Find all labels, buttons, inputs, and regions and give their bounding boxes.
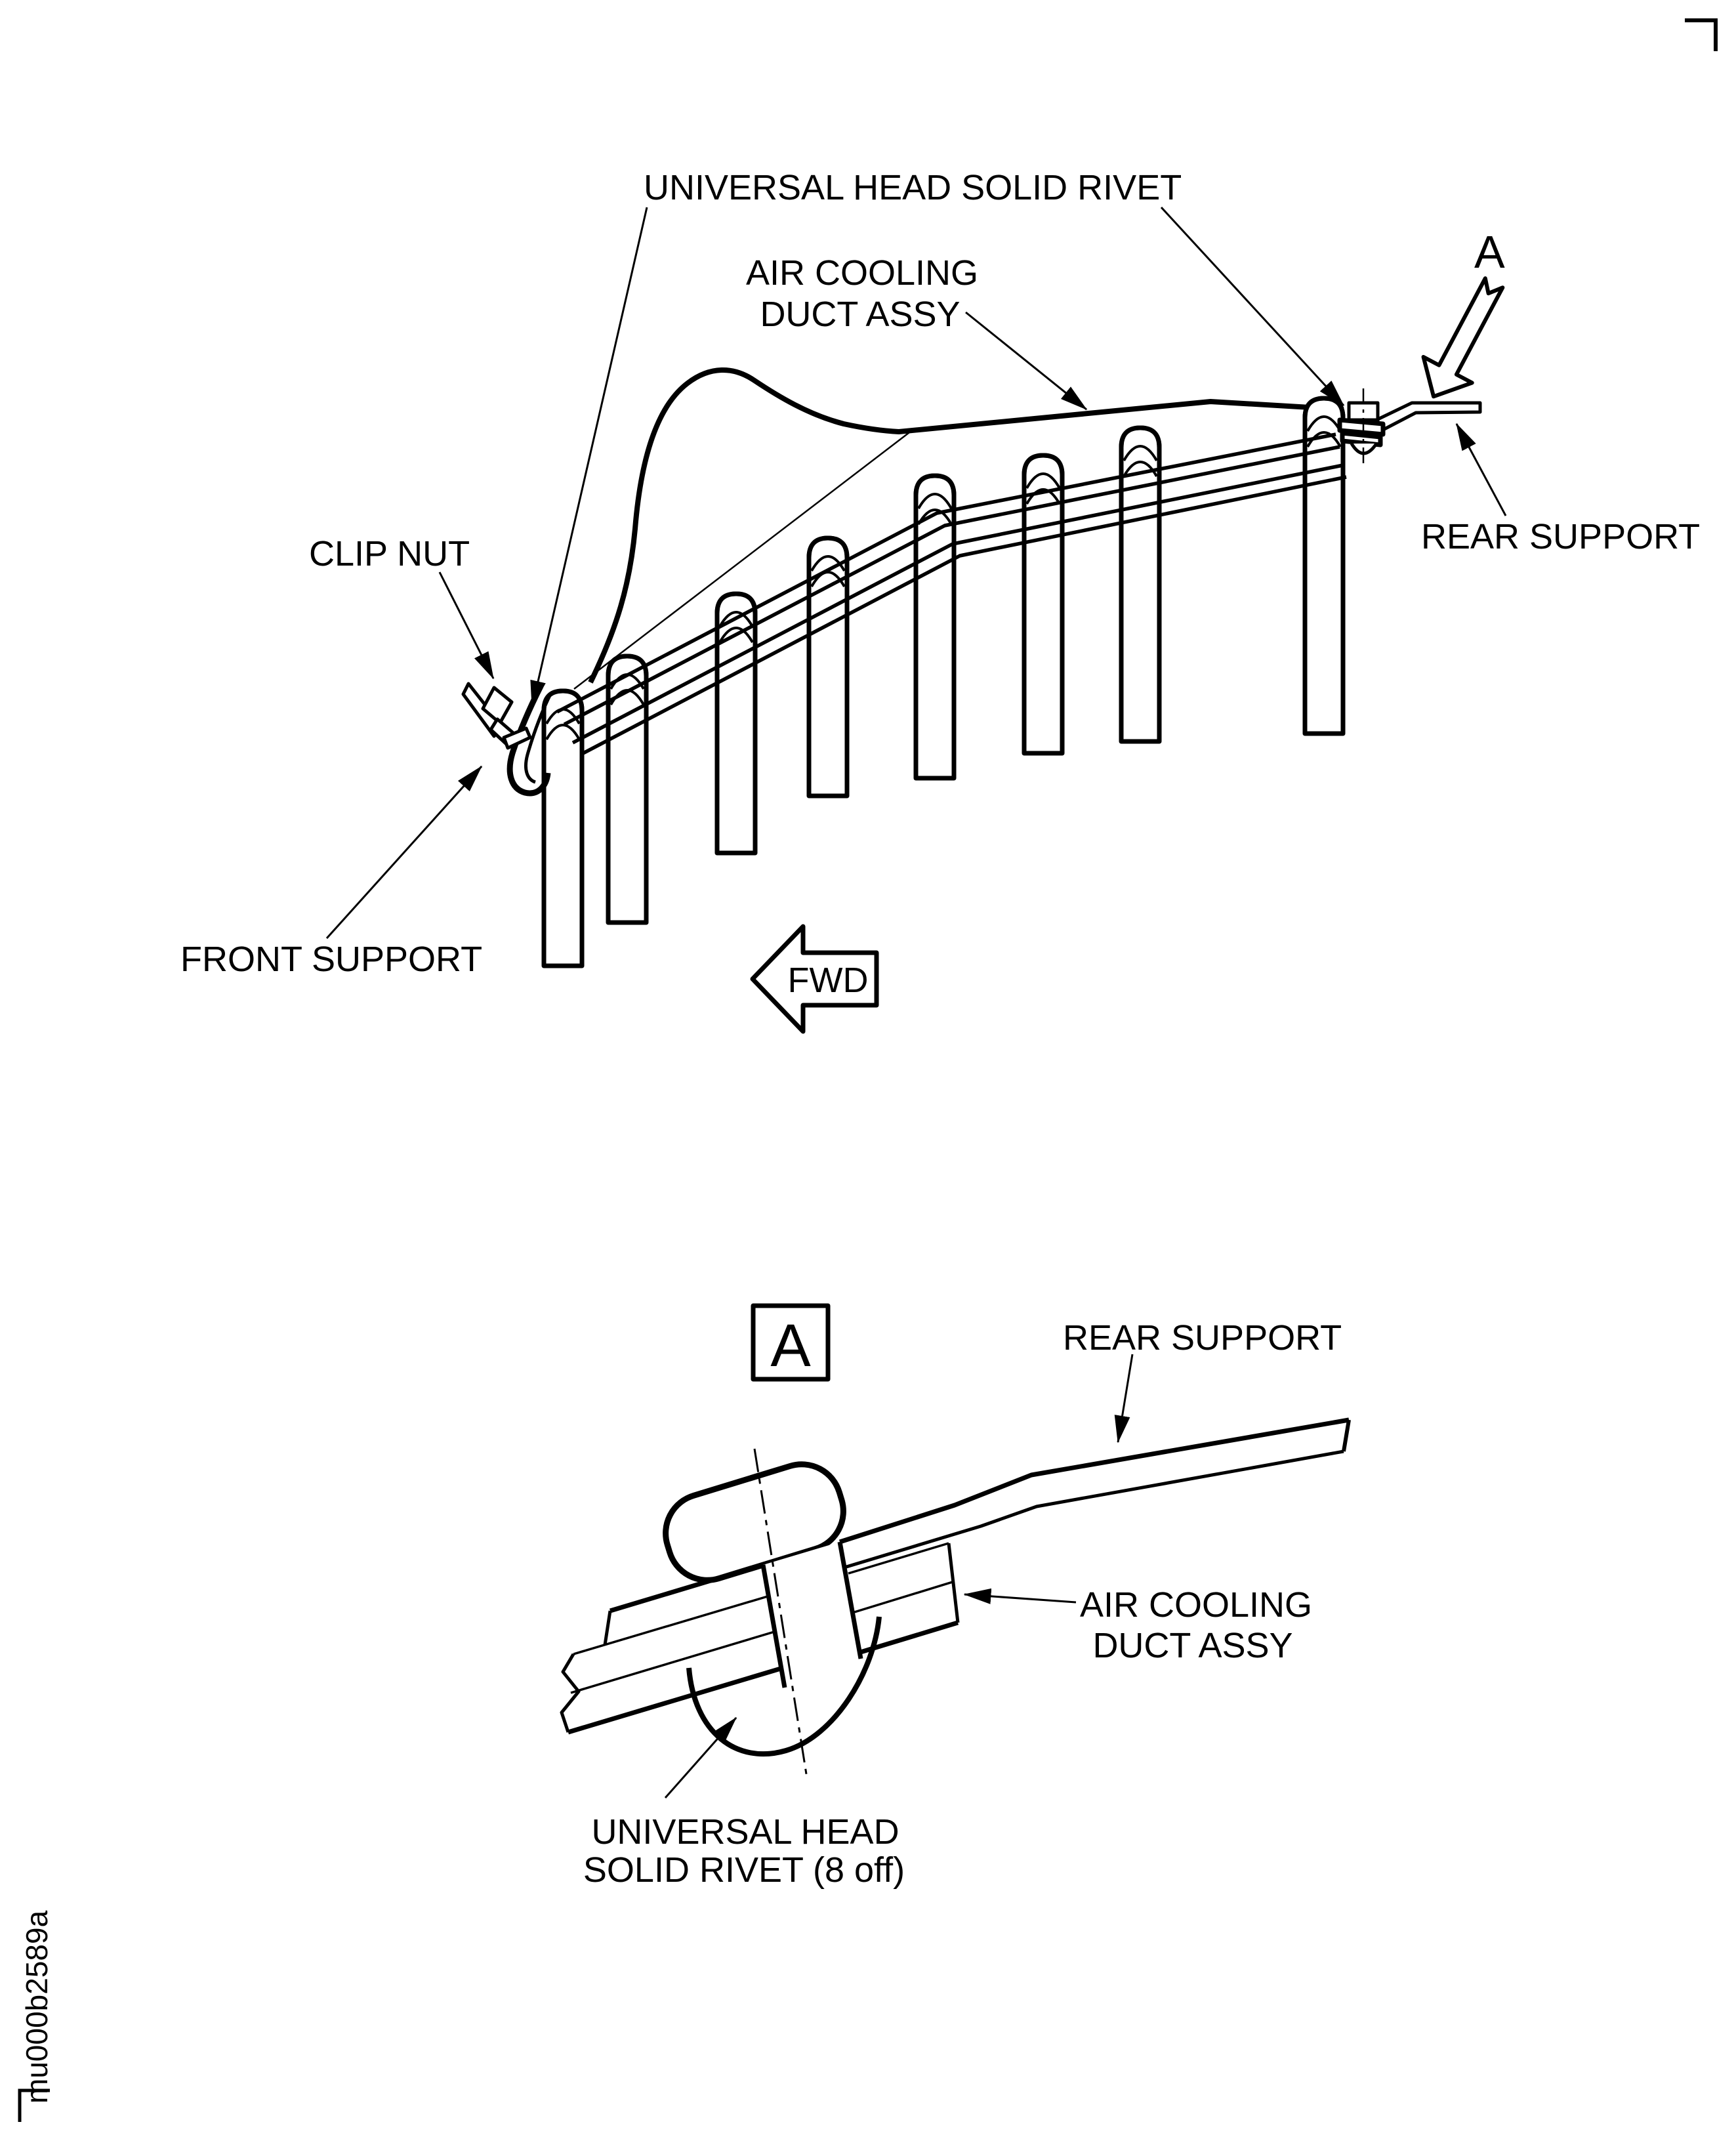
label-air-cooling-line2: DUCT ASSY [760,295,961,334]
label-detail-air-cooling-line2: DUCT ASSY [1092,1626,1293,1665]
cooling-tube [608,656,646,923]
label-air-cooling-line1: AIR COOLING [745,253,979,293]
label-clip-nut: CLIP NUT [309,534,470,573]
riveted-plate [1342,433,1380,445]
label-detail-rivet-line2: SOLID RIVET (8 off) [583,1850,905,1890]
fwd-label: FWD [787,961,869,1000]
label-front-support: FRONT SUPPORT [180,940,483,979]
label-detail-rear-support: REAR SUPPORT [1063,1318,1342,1358]
drawing-number: mu000b2589a [20,1910,54,2104]
label-detail-rivet-line1: UNIVERSAL HEAD [591,1812,899,1852]
detail-a-letter: A [770,1312,811,1379]
view-a-letter: A [1474,226,1505,278]
cooling-tube [544,691,582,966]
label-universal-head-solid-rivet: UNIVERSAL HEAD SOLID RIVET [644,168,1182,207]
label-detail-air-cooling-line1: AIR COOLING [1079,1585,1313,1625]
label-rear-support: REAR SUPPORT [1421,517,1701,556]
